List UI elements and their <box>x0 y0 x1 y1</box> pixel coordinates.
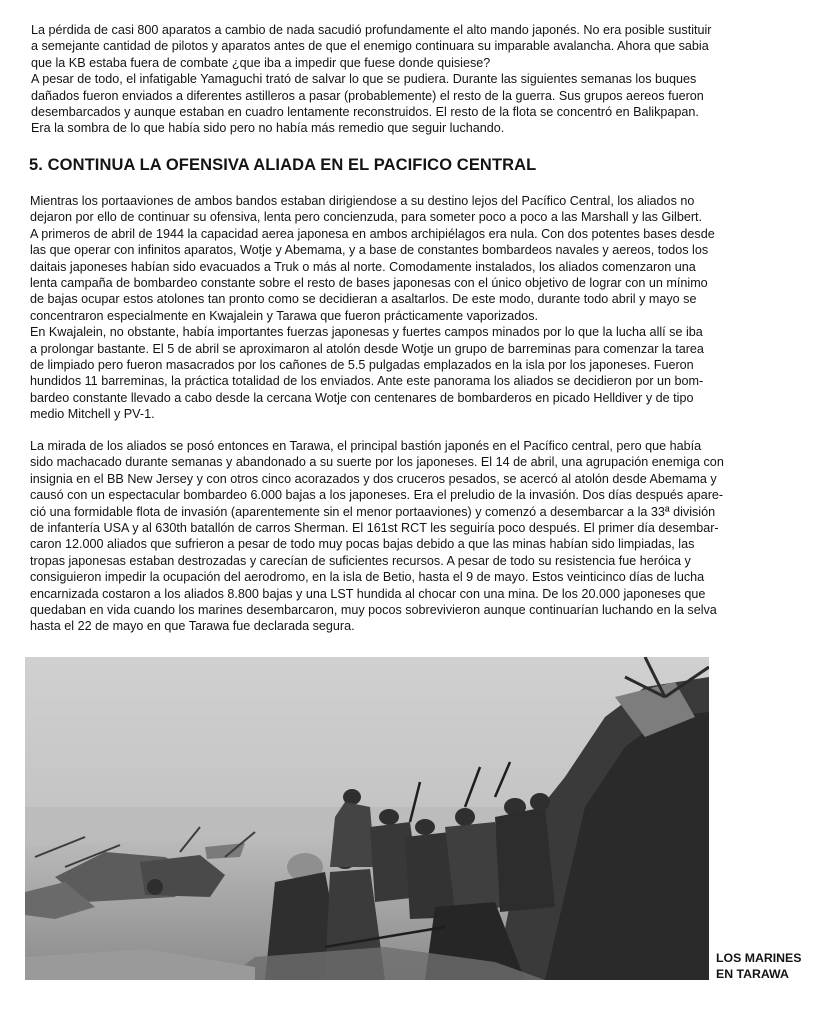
marines-tarawa-photo <box>25 657 709 980</box>
section-heading: 5. CONTINUA LA OFENSIVA ALIADA EN EL PACIFICO CENTRAL <box>29 156 537 174</box>
photo-caption: LOS MARINES EN TARAWA <box>716 951 802 981</box>
body-paragraph-kwajalein: Mientras los portaaviones de ambos bandos estaban dirigiendose a su destino lejos del Pacífico Central, los aliados no dejaron por ello de continuar su ofensiva, lenta pero concienzuda, para someter poco a poco a las Marshall y las Gilbert. A primeros de abril de 1944 la capacidad aerea japonesa en ambos archipiélagos era nula. Con dos potentes bases desde las que operar con infinitos aparatos, Wotje y Abemama, y a base de constantes bombardeos navales y aereos, todos los daitais japoneses habían sido evacuados a Truk o más al norte. Comodamente instalados, los aliados comenzaron una lenta campaña de bombardeo constante sobre el resto de bases japonesas con el único objetivo de lograr con un mínimo de bajas ocupar estos atolones tan pronto como se decidieran a asaltarlos. De este modo, durante todo abril y mayo se concentraron especialmente en Kwajalein y Tarawa que fueron prácticamente vaporizados. En Kwajalein, no obstante, había importantes fuerzas japonesas y fuertes campos minados por lo que la lucha allí se iba a prolongar bastante. El 5 de abril se aproximaron al atolón desde Wotje un grupo de barreminas para comenzar la tarea de limpiado pero fueron masacrados por los cañones de 5.5 pulgadas emplazados en la isla por los japoneses. Fueron hundidos 11 barreminas, la práctica totalidad de los enviados. Ante este panorama los aliados se decidieron por un bom- bardeo constante llevado a cabo desde la cercana Wotje con centenares de bombarderos en picado Helldiver y de tipo medio Mitchell y PV-1. <box>30 194 715 422</box>
body-paragraph-tarawa: La mirada de los aliados se posó entonces en Tarawa, el principal bastión japonés en el Pacífico central, pero que había sido machacado durante semanas y abandonado a su suerte por los japoneses. El 14 de abril, una agrupación enemiga con insignia en el BB New Jersey y con otros cinco acorazados y dos cruceros pesados, se acercó al atolón desde Abemama y causó con un espectacular bombardeo 6.000 bajas a los japoneses. Era el preludio de la invasión. Dos días después apare- ció una formidable flota de invasión (aparentemente sin el menor portaaviones) y comenzó a desembarcar a la 33ª división de infantería USA y al 630th batallón de carros Sherman. El 161st RCT les seguiría poco después. El primer día desembar- caron 12.000 aliados que sufrieron a pesar de todo muy pocas bajas debido a que las minas habían sido limpiadas, las tropas japonesas estaban destrozadas y carecían de suficientes recursos. A pesar de todo su resistencia fue heróica y consiguieron impedir la ocupación del aerodromo, en la isla de Betio, hasta el 9 de mayo. Estos veinticinco días de lucha encarnizada costaron a los aliados 8.800 bajas y una LST hundida al chocar con una mina. De los 20.000 japoneses que quedaban en vida cuando los marines desembarcaron, muy pocos sobrevivieron aunque continuarían luchando en la selva hasta el 22 de mayo en que Tarawa fue declarada segura. <box>30 439 724 634</box>
intro-paragraph: La pérdida de casi 800 aparatos a cambio de nada sacudió profundamente el alto mando japonés. No era posible sustituir a semejante cantidad de pilotos y aparatos antes de que el enemigo continuara su imparable avalancha. Ahora que sabia que la KB estaba fuera de combate ¿que iba a impedir que fuese donde quisiese? A pesar de todo, el infatigable Yamaguchi trató de salvar lo que se pudiera. Durante las siguientes semanas los buques dañados fueron enviados a diferentes astilleros a pasar (probablemente) el resto de la guerra. Sus grupos aereos fueron desembarcados y aunque estaban en cuadro lentamente reconstruidos. El resto de la flota se concentró en Balikpapan. Era la sombra de lo que había sido pero no había más remedio que seguir luchando. <box>31 23 712 136</box>
